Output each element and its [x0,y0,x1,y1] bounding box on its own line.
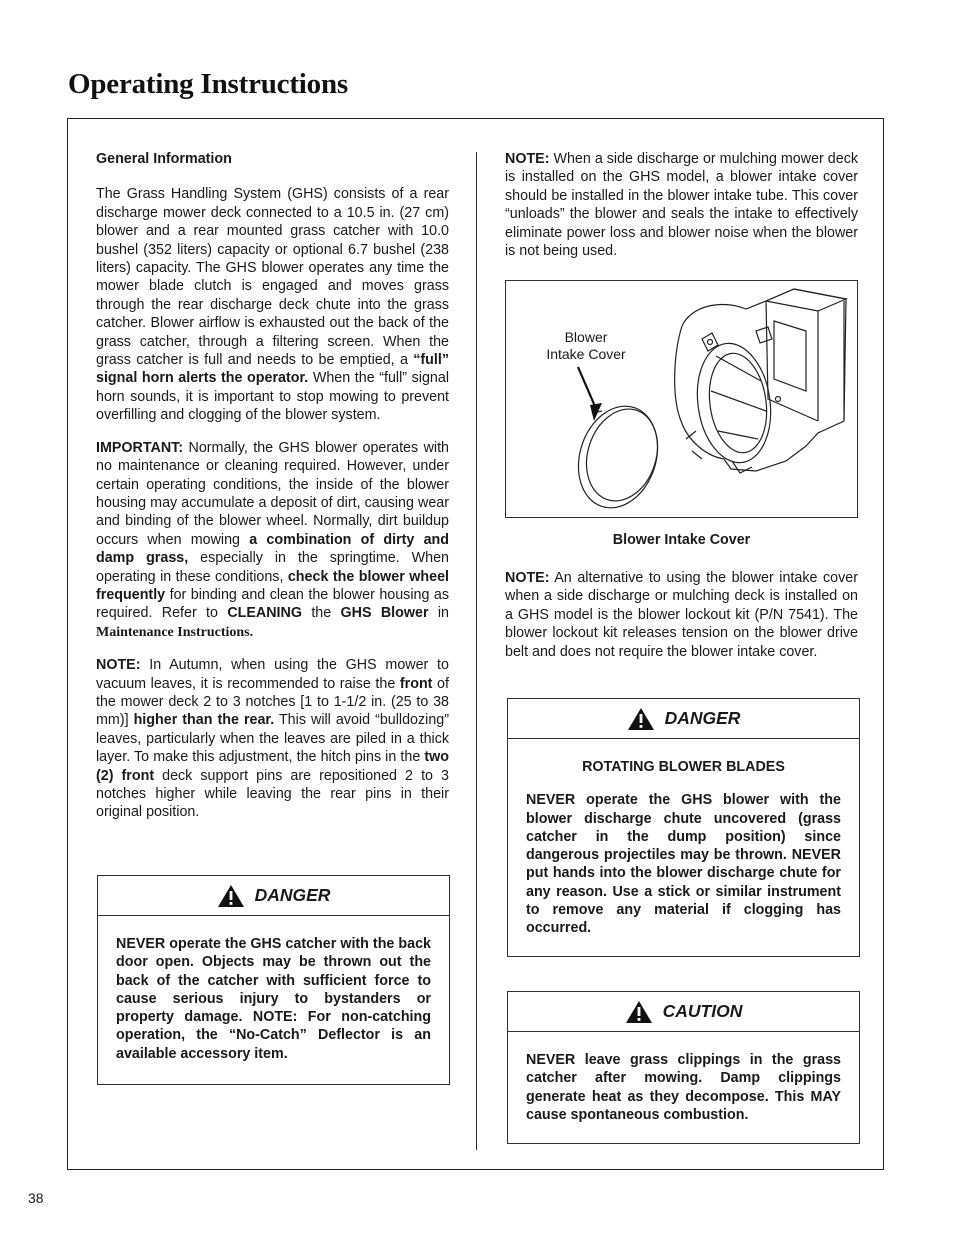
text-run: for binding and clean the blower housing as required. Refer to [96,586,449,622]
text-run: This will avoid “bulldozing” leaves, particularly when the leaves are piled in a thick layer. To make this adjustment, the hitch pins in the [96,712,449,766]
right-column [505,150,858,274]
danger-header [98,876,449,916]
text-run-bold: “full” signal horn alerts the operator. [96,352,449,387]
important-paragraph [96,439,449,642]
danger-title: DANGER [664,708,741,728]
danger-title: DANGER [254,885,331,905]
danger-header [508,699,859,739]
text-run: in [428,605,449,622]
figure-label [522,329,650,363]
page-title: Operating Instructions [68,68,348,100]
figure-label-line: Blower [564,329,608,345]
figure-caption: Blower Intake Cover [612,532,751,548]
danger-text: NEVER operate the GHS catcher with the back door open. Objects may be thrown out the back of the catcher with sufficient force to cause serious injury to bystanders or property damage. NOTE: For non-catching operation, the “No-Catch” Deflector is an available accessory item. [116,936,431,1062]
danger-body [508,739,859,938]
text-run: especially in the springtime. When operating in these conditions, [96,550,449,585]
danger-text: NEVER operate the GHS blower with the blower discharge chute uncovered (grass catcher in the dump position) since dangerous projectiles may be thrown. NEVER put hands into the blower discharge chute for any reason. Use a stick or similar instrument to remove any material if clogging has occurred. [526,792,841,937]
text-run: The Grass Handling System (GHS) consists of a rear discharge mower deck connected to a 10.5 in. (27 cm) blower and a rear mounted grass catcher with 10.0 bushel (352 liters) capacity or optional 6.7 bushel (238 liters) capacity. The GHS blower operates any time the mower blade clutch is engaged and moves grass through the rear discharge deck chute into the grass catcher. Blower airflow is exhausted out the back of the grass catcher, through a filtering screen. When the grass catcher is full and needs to be emptied, a [96,186,449,369]
blower-intake-figure [505,280,858,518]
text-run-bold: front [399,675,433,692]
text-run: When a side discharge or mulching mower deck is installed on the GHS model, a blower intake cover should be installed in the blower intake tube. This cover “unloads” the blower and seals the intake to effectively eliminate power loss and blower noise when the blower is not being used. [505,151,858,260]
lockout-note-block [505,569,858,675]
danger-box-catcher [97,875,450,1085]
autumn-note-paragraph [96,656,449,822]
text-run-bold: check the blower wheel frequently [96,568,449,603]
note-label: NOTE: [505,151,550,167]
caution-title: CAUTION [662,1001,743,1021]
text-run-bold: GHS Blower [340,605,429,622]
blower-illustration [506,281,859,519]
text-run: of the mower deck 2 to 3 notches [1 to 1-1/2 in. (25 to 38 mm)] [96,675,449,729]
text-run: deck support pins are repositioned 2 to 3 notches higher while leaving the rear pins in their original position. [96,767,449,821]
warning-triangle-icon [627,707,655,731]
section-heading: General Information [96,151,232,167]
text-run-bold: CLEANING [227,605,302,622]
warning-triangle-icon [217,884,245,908]
warning-triangle-icon [625,1000,653,1024]
text-run-bold: two (2) front [96,749,449,784]
text-run: Normally, the GHS blower operates with no maintenance or cleaning required. However, under certain operating conditions, the inside of the blower housing may accumulate a deposit of dirt, causing wear and binding of the blower wheel. Normally, dirt buildup occurs when mowing [96,439,449,548]
maintenance-reference: Maintenance Instructions. [96,624,254,640]
important-label: IMPORTANT: [96,439,184,456]
note-label: NOTE: [96,657,141,674]
danger-subtitle: ROTATING BLOWER BLADES [582,759,785,775]
text-run: When the “full” signal horn sounds, it is important to stop mowing to prevent overfilling and clogging of the blower system. [96,370,449,424]
caution-box [507,991,860,1144]
note-label: NOTE: [505,570,550,586]
text-run-bold: a combination of dirty and damp grass, [96,531,450,567]
danger-box-blower [507,698,860,957]
lockout-kit-note [505,569,858,661]
column-divider [476,152,477,1150]
figure-label-line: Intake Cover [546,346,626,362]
intake-cover-note [505,150,858,260]
left-column [96,150,449,836]
caution-header [508,992,859,1032]
text-run: An alternative to using the blower intake cover when a side discharge or mulching deck is installed on a GHS model is the blower lockout kit (P/N 7541). The blower lockout kit releases tension on the blower drive belt and does not require the blower intake cover. [505,570,858,660]
general-info-paragraph [96,185,449,424]
text-run-bold: higher than the rear. [133,712,275,729]
text-run: In Autumn, when using the GHS mower to vacuum leaves, it is recommended to raise the [96,657,449,692]
text-run: the [301,605,341,622]
caution-text: NEVER leave grass clippings in the grass catcher after mowing. Damp clippings generate heat as they decompose. This MAY cause spontaneous combustion. [526,1052,841,1123]
page-number: 38 [28,1190,44,1206]
